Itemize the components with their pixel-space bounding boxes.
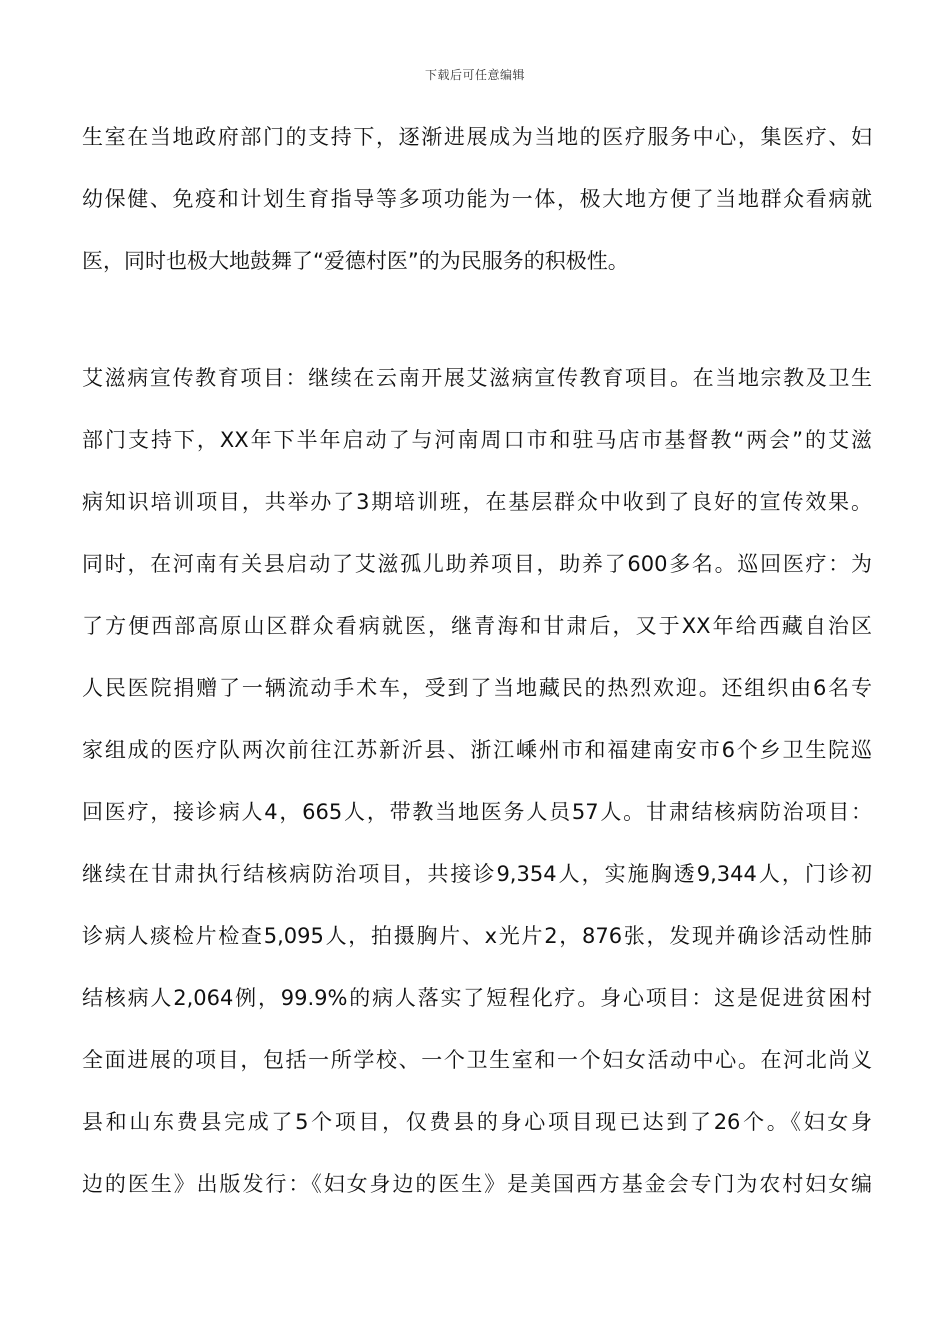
text-line: 人民医院捐赠了一辆流动手术车，受到了当地藏民的热烈欢迎。还组织由6名专 bbox=[82, 676, 872, 700]
page-header: 下载后可任意编辑 bbox=[424, 68, 525, 82]
text-line: 县和山东费县完成了5个项目，仅费县的身心项目现已达到了26个。《妇女身 bbox=[82, 1110, 872, 1134]
text-line: 全面进展的项目，包括一所学校、一个卫生室和一个妇女活动中心。在河北尚义 bbox=[82, 1048, 872, 1072]
text-line: 病知识培训项目，共举办了3期培训班，在基层群众中收到了良好的宣传效果。 bbox=[82, 490, 872, 514]
paragraph-1 bbox=[82, 106, 872, 292]
text-line: 生室在当地政府部门的支持下，逐渐进展成为当地的医疗服务中心，集医疗、妇 bbox=[82, 125, 872, 149]
text-line: 部门支持下，XX年下半年启动了与河南周口市和驻马店市基督教“两会”的艾滋 bbox=[82, 428, 872, 452]
text-line: 幼保健、免疫和计划生育指导等多项功能为一体，极大地方便了当地群众看病就 bbox=[82, 187, 872, 211]
text-line: 结核病人2,064例，99.9%的病人落实了短程化疗。身心项目：这是促进贫困村 bbox=[82, 986, 872, 1010]
text-line: 了方便西部高原山区群众看病就医，继青海和甘肃后，又于XX年给西藏自治区 bbox=[82, 614, 872, 638]
text-line: 家组成的医疗队两次前往江苏新沂县、浙江嵊州市和福建南安市6个乡卫生院巡 bbox=[82, 738, 872, 762]
text-line: 同时，在河南有关县启动了艾滋孤儿助养项目，助养了600多名。巡回医疗：为 bbox=[82, 552, 872, 576]
paragraph-2 bbox=[82, 347, 872, 1215]
text-line: 医，同时也极大地鼓舞了“爱德村医”的为民服务的积极性。 bbox=[82, 249, 629, 273]
text-line: 诊病人痰检片检查5,095人，拍摄胸片、x光片2，876张，发现并确诊活动性肺 bbox=[82, 924, 872, 948]
text-line: 继续在甘肃执行结核病防治项目，共接诊9,354人，实施胸透9,344人，门诊初 bbox=[82, 862, 872, 886]
text-line: 边的医生》出版发行：《妇女身边的医生》是美国西方基金会专门为农村妇女编 bbox=[82, 1172, 872, 1196]
text-line: 艾滋病宣传教育项目：继续在云南开展艾滋病宣传教育项目。在当地宗教及卫生 bbox=[82, 366, 872, 390]
text-line: 回医疗，接诊病人4，665人，带教当地医务人员57人。甘肃结核病防治项目： bbox=[82, 800, 872, 824]
